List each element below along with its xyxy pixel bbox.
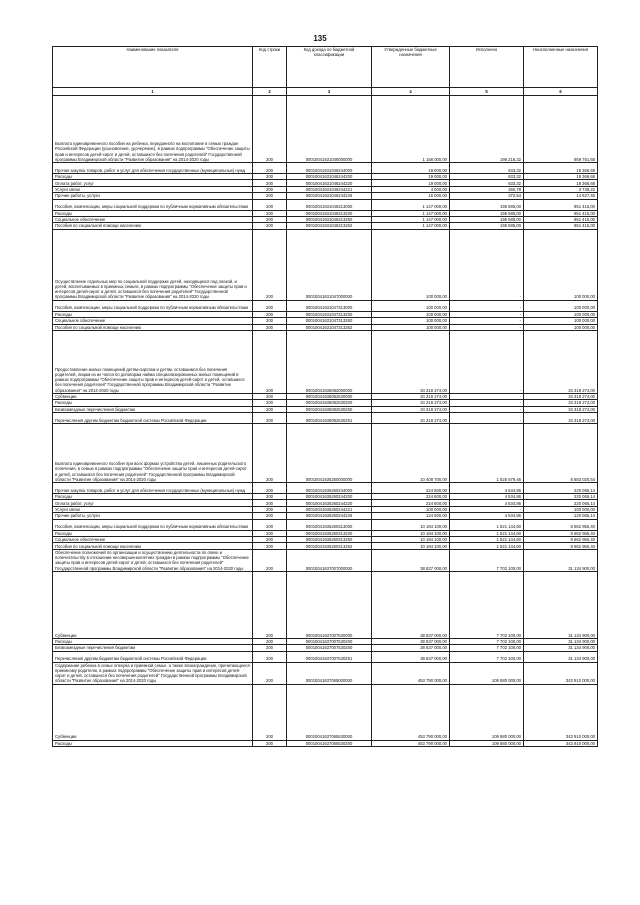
row-budget-code: 00010041637007530251	[287, 651, 372, 662]
row-line-code: 200	[253, 223, 287, 229]
table-row	[53, 413, 598, 424]
row-name: Перечисления другим бюджетам бюджетной системы Российской Федерации	[53, 413, 253, 424]
row-budget-code: 00010041631046313260	[287, 216, 372, 222]
row-name: Социальное обеспечение	[53, 537, 253, 543]
row-name: Расходы	[53, 638, 253, 644]
row-name: Обеспечение полномочий по организации и осуществлению деятельности по опеке и попечительству в отношении несовершеннолетних граждан в рамках подпрограммы "Обеспечение защиты прав и интересов детей-сирот и детей, оставшихся без попечения родителей" Государственной программы Владимирской области "Развитие образования" на 2014-2020 годы	[53, 549, 253, 571]
row-budget-code: 00010041635082530200	[287, 400, 372, 406]
row-line-code: 200	[253, 740, 287, 746]
row-executed: 109 880 000,00	[450, 740, 524, 746]
column-number: 2	[253, 88, 287, 96]
row-unexecuted: 959 781,68	[524, 96, 598, 163]
row-executed: 4 534,86	[450, 494, 524, 500]
row-name: Безвозмездные перечисления бюджетам	[53, 645, 253, 651]
row-approved: 1 147 000,00	[372, 216, 450, 222]
row-approved: 224 600,00	[372, 500, 450, 506]
row-line-code: 200	[253, 193, 287, 199]
header-name: Наименование показателя	[53, 47, 253, 88]
table-row	[53, 684, 598, 740]
row-approved: 100 000,00	[372, 229, 450, 300]
row-line-code: 200	[253, 483, 287, 494]
row-unexecuted: 343 910 000,00	[524, 684, 598, 740]
row-executed: 109 880 000,00	[450, 684, 524, 740]
row-line-code: 200	[253, 393, 287, 399]
row-budget-code: 00010041631046244000	[287, 163, 372, 174]
table-row	[53, 199, 598, 210]
row-approved: 1 156 000,00	[372, 96, 450, 163]
row-name: Прочие работы, услуги	[53, 513, 253, 519]
row-line-code: 200	[253, 210, 287, 216]
row-name: Выплата единовременного пособия при всех формах устройства детей, лишенных родительского попечения, в семью в рамках подпрограммы "Обеспечение защиты прав и интересов детей-сирот и детей, оставшихся без попечения родителей" Государственной программы Владимирской области "Развитие образования" на 2014-2020 годы	[53, 424, 253, 483]
row-budget-code: 00010041631046000000	[287, 96, 372, 163]
row-budget-code: 00010041631046244221	[287, 186, 372, 192]
budget-report-table	[52, 46, 598, 747]
row-budget-code: 00010041631047313000	[287, 300, 372, 311]
row-name: Расходы	[53, 400, 253, 406]
row-budget-code: 00010041637007530250	[287, 645, 372, 651]
row-approved: 1 147 000,00	[372, 199, 450, 210]
row-executed: -	[450, 229, 524, 300]
row-unexecuted: 31 134 900,00	[524, 571, 598, 638]
row-line-code: 200	[253, 318, 287, 324]
table-row	[53, 740, 598, 746]
row-executed: -	[450, 311, 524, 317]
row-budget-code: 00010041635260244221	[287, 506, 372, 512]
row-executed: -	[450, 413, 524, 424]
row-line-code: 200	[253, 530, 287, 536]
row-name: Пособия, компенсации, меры социальной поддержки по публичным нормативным обязательствам	[53, 519, 253, 530]
table-row	[53, 519, 598, 530]
row-name: Предоставление жилых помещений детям-сиротам и детям, оставшимся без попечения родителей, лицам из их числа по договорам найма специализированных жилых помещений в рамках подпрограммы "Обеспечение защиты прав и интересов детей-сирот и детей, оставшихся без попечения родителей" Государственной программы Владимирской области "Развитие образования" на 2014-2020 годы	[53, 330, 253, 393]
row-executed: 633,32	[450, 174, 524, 180]
row-approved: 38 837 000,00	[372, 638, 450, 644]
row-unexecuted: 220 065,14	[524, 494, 598, 500]
row-executed: 260,78	[450, 186, 524, 192]
row-name: Субвенции	[53, 684, 253, 740]
row-budget-code: 00010041631046244226	[287, 193, 372, 199]
row-approved: 100 000,00	[372, 300, 450, 311]
row-line-code: 200	[253, 311, 287, 317]
row-approved: 19 000,00	[372, 163, 450, 174]
row-line-code: 200	[253, 684, 287, 740]
row-approved: 19 000,00	[372, 174, 450, 180]
row-name: Услуги связи	[53, 186, 253, 192]
table-row	[53, 163, 598, 174]
row-approved: 10 184 100,00	[372, 519, 450, 530]
column-number: 3	[287, 88, 372, 96]
row-name: Содержание ребенка в семье опекуна и приемной семье, а также вознаграждение, причитающееся приемному родителю, в рамках подпрограммы "Обеспечение защиты прав и интересов детей-сирот и детей, оставшихся без попечения родителей" Государственной программы Владимирской области "Развитие образования" на 2014-2020 годы	[53, 662, 253, 684]
row-executed: -	[450, 400, 524, 406]
row-name: Субвенции	[53, 393, 253, 399]
row-budget-code: 00010041637007000000	[287, 549, 372, 571]
row-budget-code: 00010041637065530200	[287, 740, 372, 746]
row-unexecuted: 31 134 900,00	[524, 638, 598, 644]
row-unexecuted: 18 366,68	[524, 180, 598, 186]
row-unexecuted: 100 000,00	[524, 229, 598, 300]
row-budget-code: 00010041637007530000	[287, 571, 372, 638]
row-line-code: 200	[253, 549, 287, 571]
table-row	[53, 300, 598, 311]
row-budget-code: 00010041635260313200	[287, 530, 372, 536]
row-unexecuted: 951 415,00	[524, 210, 598, 216]
row-line-code: 200	[253, 645, 287, 651]
row-name: Пособия по социальной помощи населению	[53, 543, 253, 549]
row-budget-code: 00010041635082530000	[287, 393, 372, 399]
header-approved: Утвержденные бюджетные назначения	[372, 47, 450, 88]
header-line-code: Код строки	[253, 47, 287, 88]
table-row	[53, 662, 598, 684]
row-line-code: 200	[253, 571, 287, 638]
row-executed: 1 521 144,60	[450, 530, 524, 536]
row-executed: 195 585,00	[450, 223, 524, 229]
row-executed: -	[450, 300, 524, 311]
row-name: Социальное обеспечение	[53, 318, 253, 324]
row-unexecuted: 220 065,14	[524, 500, 598, 506]
row-approved: 100 000,00	[372, 318, 450, 324]
row-unexecuted: 951 415,00	[524, 216, 598, 222]
row-approved: 34 318 274,00	[372, 413, 450, 424]
row-approved: 124 600,00	[372, 513, 450, 519]
row-name: Осуществление отдельных мер по социальной поддержке детей, находящихся под опекой, и детей, воспитываемых в приемных семьях, в рамках подпрограммы "Обеспечение защиты прав и интересов детей-сирот и детей, оставшихся без попечения родителей" Государственной программы Владимирской области "Развитие образования" на 2014-2020 годы	[53, 229, 253, 300]
row-executed: 1 521 144,60	[450, 519, 524, 530]
row-approved: 38 837 000,00	[372, 549, 450, 571]
row-unexecuted: 31 134 900,00	[524, 645, 598, 651]
row-name: Выплата единовременного пособия на ребенка, переданного на воспитание в семью граждан Российской Федерации (усыновление, удочерение), в рамках подпрограммы "Обеспечение защиты прав и интересов детей-сирот и детей, оставшихся без попечения родителей" Государственной программы Владимирской области "Развитие образования" на 2014-2020 годы	[53, 96, 253, 163]
row-line-code: 200	[253, 662, 287, 684]
row-executed: 1 521 144,60	[450, 543, 524, 549]
row-executed: 1 521 144,60	[450, 537, 524, 543]
row-approved: 10 184 100,00	[372, 537, 450, 543]
row-budget-code: 00010041635082530250	[287, 406, 372, 412]
row-executed: 195 585,00	[450, 216, 524, 222]
row-unexecuted: 8 662 955,40	[524, 519, 598, 530]
row-approved: 34 318 274,00	[372, 400, 450, 406]
row-unexecuted: 34 318 274,00	[524, 400, 598, 406]
row-unexecuted: 34 318 274,00	[524, 413, 598, 424]
row-executed: 7 702 100,00	[450, 651, 524, 662]
table-row	[53, 223, 598, 229]
row-approved: 100 000,00	[372, 311, 450, 317]
row-line-code: 200	[253, 424, 287, 483]
row-unexecuted: 8 662 955,40	[524, 530, 598, 536]
row-line-code: 200	[253, 513, 287, 519]
header-row	[53, 47, 598, 88]
row-approved: 224 600,00	[372, 494, 450, 500]
row-executed: 372,54	[450, 193, 524, 199]
row-line-code: 200	[253, 163, 287, 174]
row-budget-code: 00010041635260313260	[287, 537, 372, 543]
table-row	[53, 571, 598, 638]
row-executed: 196 218,32	[450, 96, 524, 163]
row-executed: -	[450, 324, 524, 330]
row-line-code: 200	[253, 199, 287, 210]
row-line-code: 200	[253, 400, 287, 406]
row-approved: 1 147 000,00	[372, 210, 450, 216]
row-executed: 109 880 000,00	[450, 662, 524, 684]
row-line-code: 200	[253, 300, 287, 311]
row-approved: 100 000,00	[372, 506, 450, 512]
row-name: Расходы	[53, 530, 253, 536]
row-unexecuted: 100 000,00	[524, 318, 598, 324]
row-line-code: 200	[253, 330, 287, 393]
row-budget-code: 00010041631047313260	[287, 318, 372, 324]
row-budget-code: 00010041635260244226	[287, 513, 372, 519]
row-unexecuted: 18 366,68	[524, 174, 598, 180]
row-unexecuted: 100 000,00	[524, 324, 598, 330]
row-approved: 19 000,00	[372, 180, 450, 186]
row-approved: 34 318 274,00	[372, 406, 450, 412]
row-budget-code: 00010041635260244000	[287, 483, 372, 494]
row-unexecuted: 100 000,00	[524, 506, 598, 512]
table-row	[53, 330, 598, 393]
row-budget-code: 00010041637065000000	[287, 662, 372, 684]
row-unexecuted: 120 065,14	[524, 513, 598, 519]
row-budget-code: 00010041635082000000	[287, 330, 372, 393]
row-budget-code: 00010041631046313000	[287, 199, 372, 210]
row-executed: -	[450, 330, 524, 393]
row-line-code: 200	[253, 96, 287, 163]
row-line-code: 200	[253, 500, 287, 506]
row-unexecuted: 8 883 020,54	[524, 424, 598, 483]
row-approved: 38 837 000,00	[372, 645, 450, 651]
row-line-code: 200	[253, 638, 287, 644]
header-executed: Исполнено	[450, 47, 524, 88]
row-unexecuted: 951 415,00	[524, 199, 598, 210]
column-number-row	[53, 88, 598, 96]
row-approved: 4 000,00	[372, 186, 450, 192]
row-unexecuted: 34 318 274,00	[524, 330, 598, 393]
row-budget-code: 00010041637007530200	[287, 638, 372, 644]
row-approved: 1 147 000,00	[372, 223, 450, 229]
row-name: Расходы	[53, 174, 253, 180]
row-executed: -	[450, 318, 524, 324]
row-executed: 633,32	[450, 163, 524, 174]
row-approved: 224 600,00	[372, 483, 450, 494]
row-unexecuted: 31 134 900,00	[524, 549, 598, 571]
report-body	[53, 96, 598, 747]
row-name: Оплата работ, услуг	[53, 500, 253, 506]
row-name: Услуги связи	[53, 506, 253, 512]
header-unexecuted: Неисполненные назначения	[524, 47, 598, 88]
table-row	[53, 229, 598, 300]
row-name: Расходы	[53, 210, 253, 216]
row-budget-code: 00010041635260244220	[287, 500, 372, 506]
row-line-code: 200	[253, 406, 287, 412]
row-line-code: 200	[253, 216, 287, 222]
row-name: Расходы	[53, 311, 253, 317]
row-budget-code: 00010041635082530251	[287, 413, 372, 424]
row-budget-code: 00010041631047313262	[287, 324, 372, 330]
table-row	[53, 543, 598, 549]
row-executed: 633,32	[450, 180, 524, 186]
row-line-code: 200	[253, 519, 287, 530]
row-name: Расходы	[53, 740, 253, 746]
row-executed: 7 702 100,00	[450, 638, 524, 644]
row-line-code: 200	[253, 651, 287, 662]
row-name: Пособия, компенсации, меры социальной поддержки по публичным нормативным обязательствам	[53, 300, 253, 311]
row-approved: 34 318 274,00	[372, 330, 450, 393]
row-budget-code: 00010041635260313000	[287, 519, 372, 530]
row-approved: 453 790 000,00	[372, 662, 450, 684]
row-name: Прочая закупка товаров, работ и услуг для обеспечения государственных (муниципальных) нужд	[53, 163, 253, 174]
row-unexecuted: 3 739,22	[524, 186, 598, 192]
row-unexecuted: 14 627,46	[524, 193, 598, 199]
column-number: 1	[53, 88, 253, 96]
header-budget-code: Код дохода по бюджетной классификации	[287, 47, 372, 88]
row-executed: 195 585,00	[450, 210, 524, 216]
row-line-code: 200	[253, 174, 287, 180]
row-unexecuted: 951 415,00	[524, 223, 598, 229]
table-row	[53, 424, 598, 483]
row-name: Пособия по социальной помощи населению	[53, 223, 253, 229]
row-name: Расходы	[53, 494, 253, 500]
row-unexecuted: 220 065,14	[524, 483, 598, 494]
row-executed: 7 702 100,00	[450, 549, 524, 571]
row-unexecuted: 8 662 955,40	[524, 537, 598, 543]
row-line-code: 200	[253, 494, 287, 500]
row-approved: 10 184 100,00	[372, 530, 450, 536]
row-unexecuted: 343 910 000,00	[524, 662, 598, 684]
row-budget-code: 00010041631047000000	[287, 229, 372, 300]
row-name: Прочие работы, услуги	[53, 193, 253, 199]
column-number: 6	[524, 88, 598, 96]
row-executed: 4 534,86	[450, 500, 524, 506]
row-line-code: 200	[253, 413, 287, 424]
row-name: Субвенции	[53, 571, 253, 638]
row-line-code: 200	[253, 537, 287, 543]
row-unexecuted: 100 000,00	[524, 300, 598, 311]
row-budget-code: 00010041631047313200	[287, 311, 372, 317]
row-unexecuted: 100 000,00	[524, 311, 598, 317]
row-unexecuted: 31 134 900,00	[524, 651, 598, 662]
column-number: 5	[450, 88, 524, 96]
row-unexecuted: 343 910 000,00	[524, 740, 598, 746]
row-name: Пособия по социальной помощи населению	[53, 324, 253, 330]
row-line-code: 200	[253, 229, 287, 300]
row-budget-code: 00010041631046313200	[287, 210, 372, 216]
row-approved: 100 000,00	[372, 324, 450, 330]
row-line-code: 200	[253, 186, 287, 192]
row-executed: 4 534,86	[450, 513, 524, 519]
row-unexecuted: 18 366,68	[524, 163, 598, 174]
table-row	[53, 651, 598, 662]
row-name: Пособия, компенсации, меры социальной поддержки по публичным нормативным обязательствам	[53, 199, 253, 210]
row-executed: -	[450, 393, 524, 399]
row-budget-code: 00010041635260244200	[287, 494, 372, 500]
row-approved: 10 184 100,00	[372, 543, 450, 549]
page-number: 135	[313, 34, 327, 43]
row-executed: 195 585,00	[450, 199, 524, 210]
row-name: Социальное обеспечение	[53, 216, 253, 222]
row-executed: 7 702 100,00	[450, 571, 524, 638]
column-number: 4	[372, 88, 450, 96]
table-row	[53, 96, 598, 163]
row-budget-code: 00010041637065530000	[287, 684, 372, 740]
row-budget-code: 00010041631046244200	[287, 174, 372, 180]
row-unexecuted: 34 318 274,00	[524, 393, 598, 399]
row-name: Оплата работ, услуг	[53, 180, 253, 186]
row-budget-code: 00010041635260313262	[287, 543, 372, 549]
row-executed: -	[450, 506, 524, 512]
row-approved: 10 408 700,00	[372, 424, 450, 483]
row-approved: 453 790 000,00	[372, 684, 450, 740]
row-line-code: 200	[253, 543, 287, 549]
row-approved: 38 837 000,00	[372, 651, 450, 662]
row-line-code: 200	[253, 180, 287, 186]
row-executed: 1 525 679,46	[450, 424, 524, 483]
row-executed: 7 702 100,00	[450, 645, 524, 651]
table-row	[53, 483, 598, 494]
row-executed: -	[450, 406, 524, 412]
row-line-code: 200	[253, 324, 287, 330]
row-executed: 4 534,86	[450, 483, 524, 494]
row-approved: 38 837 000,00	[372, 571, 450, 638]
row-name: Перечисления другим бюджетам бюджетной системы Российской Федерации	[53, 651, 253, 662]
row-approved: 453 790 000,00	[372, 740, 450, 746]
row-budget-code: 00010041635260000000	[287, 424, 372, 483]
table-row	[53, 645, 598, 651]
row-approved: 15 000,00	[372, 193, 450, 199]
row-unexecuted: 8 662 955,40	[524, 543, 598, 549]
row-budget-code: 00010041631046244220	[287, 180, 372, 186]
row-line-code: 200	[253, 506, 287, 512]
table-row	[53, 549, 598, 571]
row-unexecuted: 34 318 274,00	[524, 406, 598, 412]
row-name: Безвозмездные перечисления бюджетам	[53, 406, 253, 412]
row-name: Прочая закупка товаров, работ и услуг для обеспечения государственных (муниципальных) нужд	[53, 483, 253, 494]
row-budget-code: 00010041631046313262	[287, 223, 372, 229]
row-approved: 34 318 274,00	[372, 393, 450, 399]
